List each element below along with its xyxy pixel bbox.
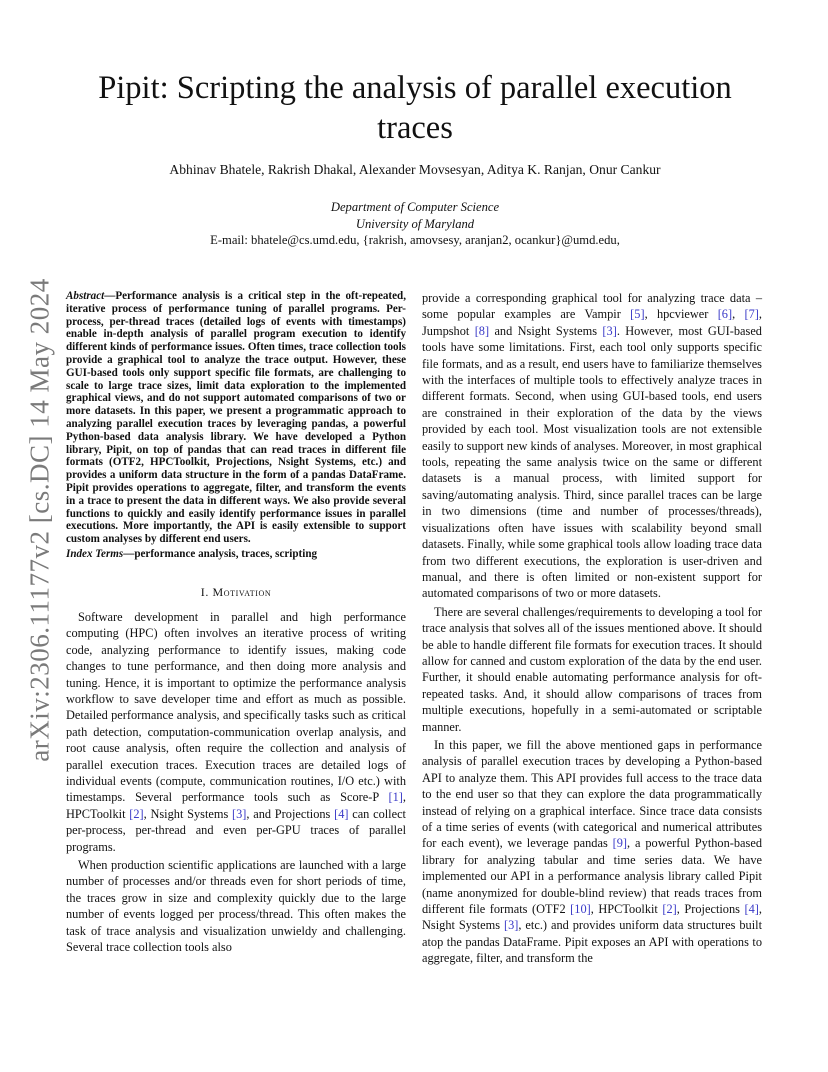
department: Department of Computer Science	[330, 200, 500, 214]
arxiv-identifier-text: arXiv:2306.11177v2 [cs.DC] 14 May 2024	[24, 278, 55, 762]
citation-link[interactable]: [2]	[129, 806, 144, 821]
citation-link[interactable]: [3]	[232, 806, 247, 821]
citation-link[interactable]: [1]	[388, 790, 403, 805]
body-text: can collect per-process, per-thread and even per-GPU traces of parallel programs.	[66, 806, 406, 854]
body-paragraph	[66, 857, 406, 955]
body-text: , and Projections	[246, 806, 335, 821]
body-text: , HPCToolkit	[590, 902, 663, 917]
left-column	[66, 290, 406, 955]
citation-link[interactable]: [9]	[612, 836, 628, 851]
arxiv-identifier	[20, 270, 60, 770]
citation-link[interactable]: [6]	[717, 307, 733, 322]
body-text: , etc.) and provides uniform data structures built atop the pandas DataFrame. Pipit exposes an API with operations to aggregate, filter, and transform the	[422, 918, 762, 966]
citation-link[interactable]: [3]	[503, 918, 519, 933]
section-heading: I. Motivation	[200, 584, 272, 599]
body-paragraph	[422, 290, 762, 602]
body-text: There are several challenges/requirements to developing a tool for trace analysis that solves all of the issues mentioned above. It should be able to handle different file formats for execution traces. It should allow for canned and custom exploration of the data by the end user. Further, it should enable automating performance analysis for oft-repeated tasks. And, it should allow comparisons of traces from multiple executions, hopefully in a semi-automated or scriptable manner.	[422, 604, 762, 734]
body-text: , Nsight Systems	[143, 806, 233, 821]
citation-link[interactable]: [8]	[474, 323, 490, 338]
university: University of Maryland	[355, 216, 475, 231]
index-terms-text: —performance analysis, traces, scripting	[123, 547, 318, 560]
body-text: , a powerful Python-based library for analyzing tabular and time series data. We have implemented our API in a performance analysis library called Pipit (name anonymized for double-blind review) that reads traces from different file formats (OTF2	[422, 836, 762, 917]
author-list: Abhinav Bhatele, Rakrish Dhakal, Alexander Movsesyan, Aditya K. Ranjan, Onur Cankur	[169, 162, 661, 177]
abstract-text: —Performance analysis is a critical step in the oft-repeated, iterative process of performance tuning of parallel programs. Per-process, per-thread traces (detailed logs of events with timestamps) enable in-depth analysis of parallel program execution to identify different kinds of performance issues. Often times, trace collection tools provide a graphical tool to analyze the trace output. However, these GUI-based tools only support specific file formats, are challenging to scale to large trace sizes, limit data exploration to the implemented graphical views, and do not support automated comparisons of two or more datasets. In this paper, we present a programmatic approach to analyzing parallel execution traces by leveraging pandas, a powerful Python-based data analysis library. We have developed a Python library, Pipit, on top of pandas that can read traces in different file formats (OTF2, HPCToolkit, Projections, Nsight Systems, etc.) and provides a uniform data structure in the form of a pandas DataFrame. Pipit provides operations to aggregate, filter, and transform the events in a trace to present the data in different ways. We also provide several functions to quickly and easily identify performance issues in parallel executions. More importantly, the API is easily extensible to support custom analyses by different end users.	[66, 290, 406, 546]
abstract	[66, 290, 406, 546]
body-text: Software development in parallel and high performance computing (HPC) often involves an iterative process of writing code, analyzing performance to identify issues, making code changes to tune performance, and then doing more analysis and tuning. Hence, it is important to optimize the performance analysis workflow to save developer time and effort as much as possible. Detailed performance analysis, and specifically tasks such as critical path detection, computation-communication overlap analysis, and root cause analysis, often require the collection and analysis of parallel execution traces. Execution traces are detailed logs of individual events (compute, communication routines, I/O etc.) with timestamps. Several performance tools such as Score-P	[66, 609, 406, 805]
index-terms	[66, 548, 406, 561]
abstract-label: Abstract	[66, 290, 105, 302]
right-body	[422, 290, 762, 967]
left-body	[66, 609, 406, 956]
body-text: , Jumpshot	[422, 307, 762, 338]
affiliation-block	[70, 199, 760, 249]
body-text: provide a corresponding graphical tool for analyzing trace data – some popular examples are Vampir	[422, 291, 762, 322]
citation-link[interactable]: [4]	[744, 902, 759, 917]
citation-link[interactable]: [7]	[744, 307, 759, 322]
citation-link[interactable]: [4]	[334, 806, 349, 821]
body-text: . However, most GUI-based tools have some limitations. First, each tool only supports specific file formats, and as a result, end users have to familiarize themselves with the interfaces of multiple tools to effectively analyze traces in different formats. Second, when using GUI-based tools, end users are constrained in their exploration of the data by the views provided by each tool. Most visualization tools are not extensible easily to support new kinds of analyses. Moreover, in most graphical tools, repeating the same analysis twice on the same or different datasets is a manual process, with limited support for saving/automating analysis. Third, since parallel traces can be large in two dimensions (time and number of processes/threads), visualizations often have issues with scalability beyond small datasets. Finally, while some graphical tools allow loading trace data from two different executions, the exploration is user-driven and manual, and there is often limited or non-existent support for automated comparisons of two or more datasets.	[422, 323, 762, 601]
body-text: , hpcviewer	[644, 307, 718, 322]
paper-title: Pipit: Scripting the analysis of parallel execution traces	[98, 70, 732, 146]
body-text: , Projections	[676, 902, 745, 917]
body-text: , Nsight Systems	[422, 902, 762, 933]
body-paragraph	[66, 609, 406, 855]
right-column	[422, 290, 762, 967]
email-line: E-mail: bhatele@cs.umd.edu, {rakrish, amovsesy, aranjan2, ocankur}@umd.edu,	[210, 233, 620, 247]
citation-link[interactable]: [2]	[662, 902, 677, 917]
body-text: and Nsight Systems	[489, 323, 603, 338]
body-text: , HPCToolkit	[66, 790, 406, 821]
citation-link[interactable]: [3]	[602, 323, 617, 338]
body-text: In this paper, we fill the above mentioned gaps in performance analysis of parallel execution traces by developing a Python-based API to analyze them. This API provides full access to the trace data to the end user so that they can explore the data programmatically instead of relying on a graphical interface. Since trace data consists of a time series of events (with categorical and numerical attributes for each event), we leverage pandas	[422, 737, 762, 851]
index-terms-label: Index Terms	[66, 547, 124, 560]
citation-link[interactable]: [5]	[630, 307, 645, 322]
body-paragraph	[422, 604, 762, 735]
body-text: ,	[732, 307, 745, 322]
citation-link[interactable]: [10]	[570, 902, 591, 917]
body-paragraph	[422, 737, 762, 967]
body-text: When production scientific applications are launched with a large number of processes and/or threads even for short periods of time, the traces grow in size and complexity quickly due to the large number of events logged per process/thread. This often makes the task of trace analysis and visualization unwieldy and challenging. Several trace collection tools also	[66, 858, 406, 955]
